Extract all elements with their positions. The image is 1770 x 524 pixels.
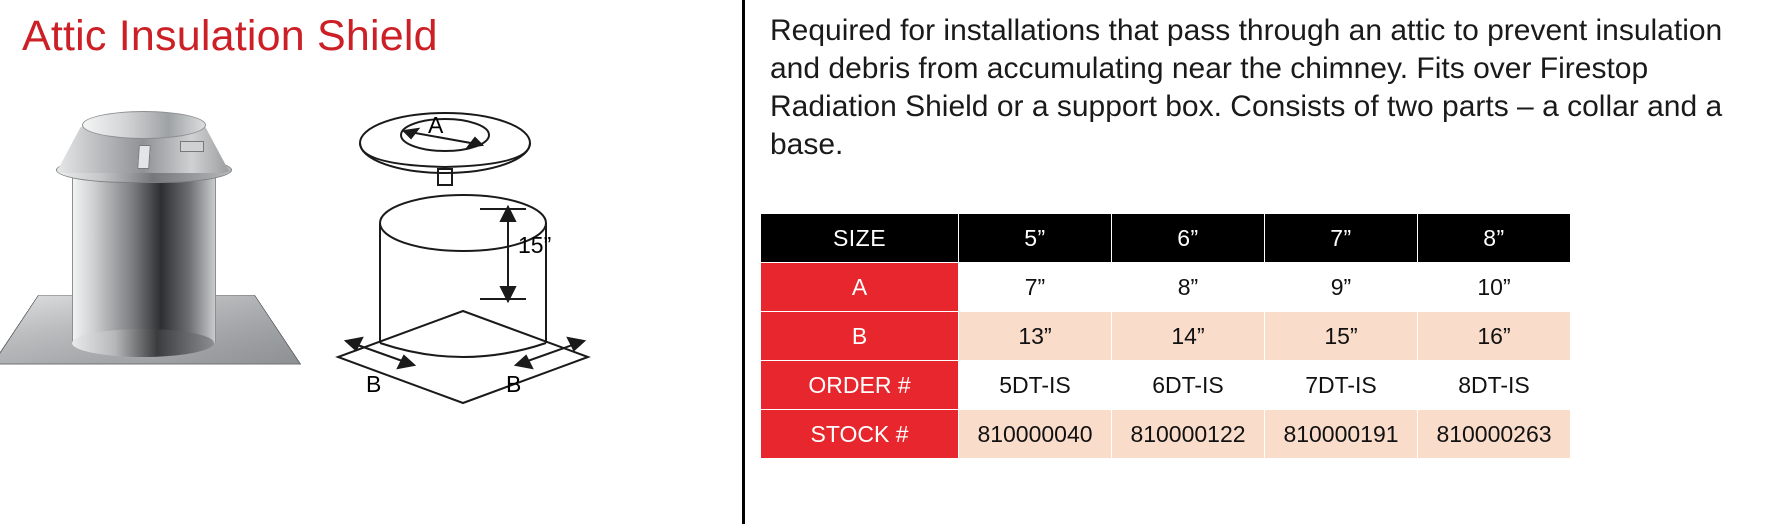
right-panel — [760, 0, 1760, 524]
table-row-label: B — [761, 312, 959, 361]
table-cell: 810000040 — [959, 410, 1112, 459]
table-cell: 15” — [1265, 312, 1418, 361]
table-header-row — [761, 214, 1571, 263]
table-cell: 6DT-IS — [1112, 361, 1265, 410]
collar-tab-graphic — [137, 145, 151, 169]
specification-table — [760, 213, 1571, 459]
table-cell: 14” — [1112, 312, 1265, 361]
collar-top-graphic — [82, 111, 206, 139]
table-row — [761, 410, 1571, 459]
table-row-label: ORDER # — [761, 361, 959, 410]
table-cell: 9” — [1265, 263, 1418, 312]
table-cell: 5DT-IS — [959, 361, 1112, 410]
vertical-divider — [742, 0, 745, 524]
table-header-cell: 7” — [1265, 214, 1418, 263]
diagram-label-b-right: B — [506, 371, 522, 397]
product-photo — [30, 105, 310, 405]
table-cell: 8” — [1112, 263, 1265, 312]
collar-tab-secondary-graphic — [180, 141, 204, 152]
table-header-cell: 6” — [1112, 214, 1265, 263]
page-title: Attic Insulation Shield — [22, 12, 438, 60]
left-panel — [0, 0, 735, 524]
table-cell: 7” — [959, 263, 1112, 312]
shield-body-bottom-graphic — [72, 329, 214, 357]
table-header-cell: 8” — [1418, 214, 1571, 263]
product-description: Required for installations that pass through an attic to prevent insulation and debris from accumulating near the chimney. Fits over Firestop Radiation Shield or a support box. Consists of two parts – a collar and a base. — [770, 14, 1723, 162]
table-cell: 13” — [959, 312, 1112, 361]
table-header-cell: SIZE — [761, 214, 959, 263]
table-cell: 7DT-IS — [1265, 361, 1418, 410]
diagram-label-a: A — [428, 112, 444, 138]
table-header-cell: 5” — [959, 214, 1112, 263]
dimension-diagram — [330, 95, 730, 425]
diagram-label-height: 15” — [518, 232, 552, 258]
table-row-label: STOCK # — [761, 410, 959, 459]
table-cell: 810000122 — [1112, 410, 1265, 459]
table-cell: 810000191 — [1265, 410, 1418, 459]
table-cell: 810000263 — [1418, 410, 1571, 459]
table-row — [761, 263, 1571, 312]
diagram-label-b-left: B — [366, 371, 382, 397]
table-cell: 16” — [1418, 312, 1571, 361]
table-row — [761, 361, 1571, 410]
table-cell: 10” — [1418, 263, 1571, 312]
table-row-label: A — [761, 263, 959, 312]
shield-body-graphic — [72, 157, 216, 343]
table-cell: 8DT-IS — [1418, 361, 1571, 410]
table-row — [761, 312, 1571, 361]
